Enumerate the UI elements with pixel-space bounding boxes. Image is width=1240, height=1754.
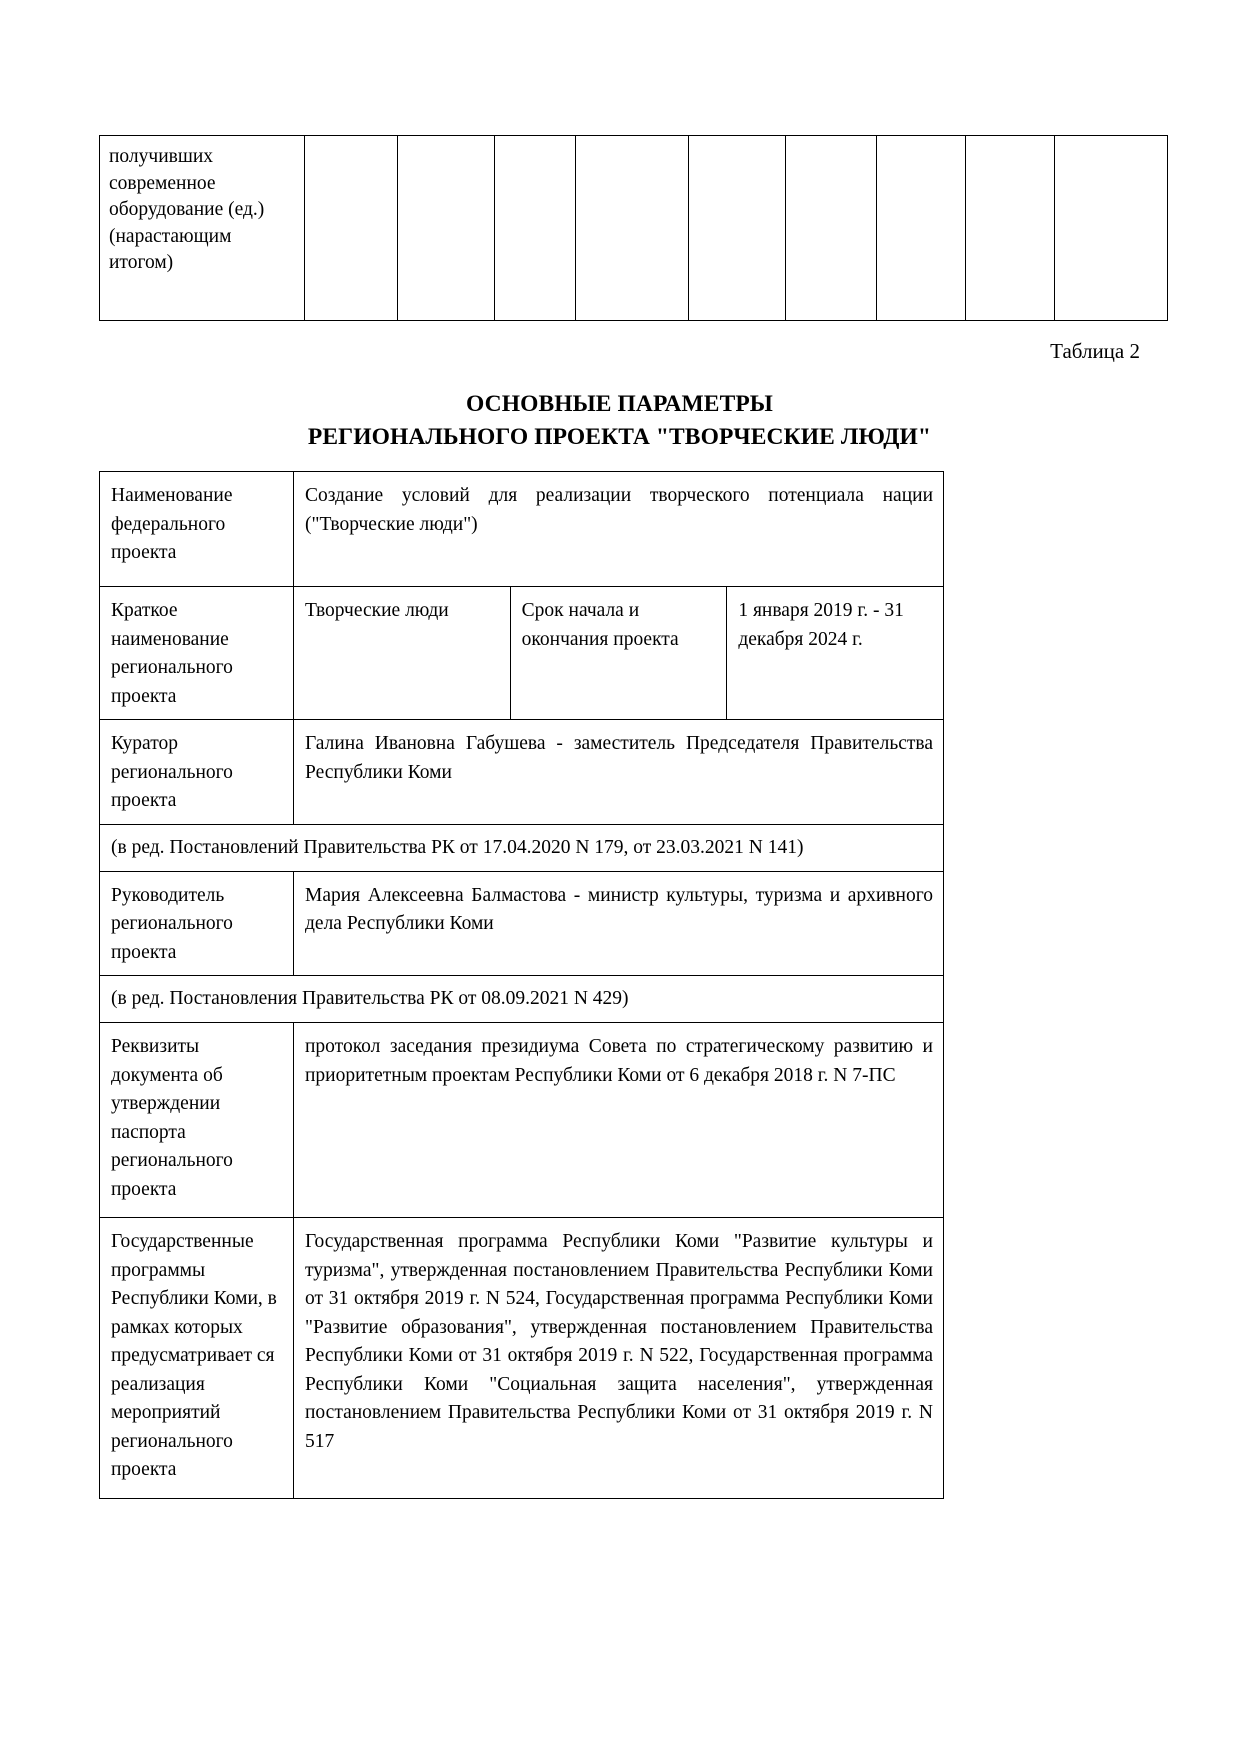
row-label-requisites: Реквизиты документа об утверждении паспорта регионального проекта <box>100 1023 294 1218</box>
row-label-curator: Куратор регионального проекта <box>100 720 294 825</box>
indicator-value-cell-7 <box>877 136 966 321</box>
row-label-head: Руководитель регионального проекта <box>100 871 294 976</box>
table-row-short-name <box>100 587 944 720</box>
table-row <box>100 136 1168 321</box>
row-value-head: Мария Алексеевна Балмастова - министр культуры, туризма и архивного дела Республики Коми <box>294 871 944 976</box>
indicator-name-cell: получивших современное оборудование (ед.) (нарастающим итогом) <box>100 136 305 321</box>
row-label-short-name: Краткое наименование регионального проекта <box>100 587 294 720</box>
note-curator: (в ред. Постановлений Правительства РК от 17.04.2020 N 179, от 23.03.2021 N 141) <box>100 824 944 871</box>
indicator-value-cell-5 <box>689 136 786 321</box>
table-row-requisites <box>100 1023 944 1218</box>
table-row-note-curator <box>100 824 944 871</box>
row-value-federal-project: Создание условий для реализации творческого потенциала нации ("Творческие люди") <box>294 472 944 587</box>
table-row-note-head <box>100 976 944 1023</box>
row-label-state-programs: Государственные программы Республики Коми, в рамках которых предусматривает ся реализация мероприятий регионального проекта <box>100 1218 294 1499</box>
page-title <box>99 388 1140 454</box>
indicator-value-cell-8 <box>966 136 1055 321</box>
table-row-state-programs <box>100 1218 944 1499</box>
row-value-curator: Галина Ивановна Габушева - заместитель Председателя Правительства Республики Коми <box>294 720 944 825</box>
table-row-curator <box>100 720 944 825</box>
continued-indicator-table <box>99 135 1168 321</box>
table-caption: Таблица 2 <box>1050 339 1140 363</box>
row-label-federal-project: Наименование федерального проекта <box>100 472 294 587</box>
table-row-federal-project <box>100 472 944 587</box>
table-row-head <box>100 871 944 976</box>
row-value-state-programs: Государственная программа Республики Коми "Развитие культуры и туризма", утвержденная постановлением Правительства Республики Коми от 31 октября 2019 г. N 524, Государственная программа Республики Коми "Развитие образования", утвержденная постановлением Правительства Республики Коми от 31 октября 2019 г. N 522, Государственная программа Республики Коми "Социальная защита населения", утвержденная постановлением Правительства Республики Коми от 31 октября 2019 г. N 517 <box>294 1218 944 1499</box>
indicator-value-cell-4 <box>576 136 689 321</box>
indicator-value-cell-3 <box>495 136 576 321</box>
note-head: (в ред. Постановления Правительства РК от 08.09.2021 N 429) <box>100 976 944 1023</box>
row-label-project-period: Срок начала и окончания проекта <box>510 587 727 720</box>
row-value-short-name: Творческие люди <box>294 587 511 720</box>
page-title-line-1: ОСНОВНЫЕ ПАРАМЕТРЫ <box>465 391 773 417</box>
indicator-value-cell-2 <box>398 136 495 321</box>
indicator-value-cell-6 <box>786 136 877 321</box>
row-value-project-period: 1 января 2019 г. - 31 декабря 2024 г. <box>727 587 944 720</box>
indicator-value-cell-1 <box>305 136 398 321</box>
project-parameters-table <box>99 471 944 1499</box>
page-title-line-2: РЕГИОНАЛЬНОГО ПРОЕКТА "ТВОРЧЕСКИЕ ЛЮДИ" <box>307 424 932 450</box>
row-value-requisites: протокол заседания президиума Совета по стратегическому развитию и приоритетным проектам Республики Коми от 6 декабря 2018 г. N 7-ПС <box>294 1023 944 1218</box>
indicator-value-cell-9 <box>1055 136 1168 321</box>
